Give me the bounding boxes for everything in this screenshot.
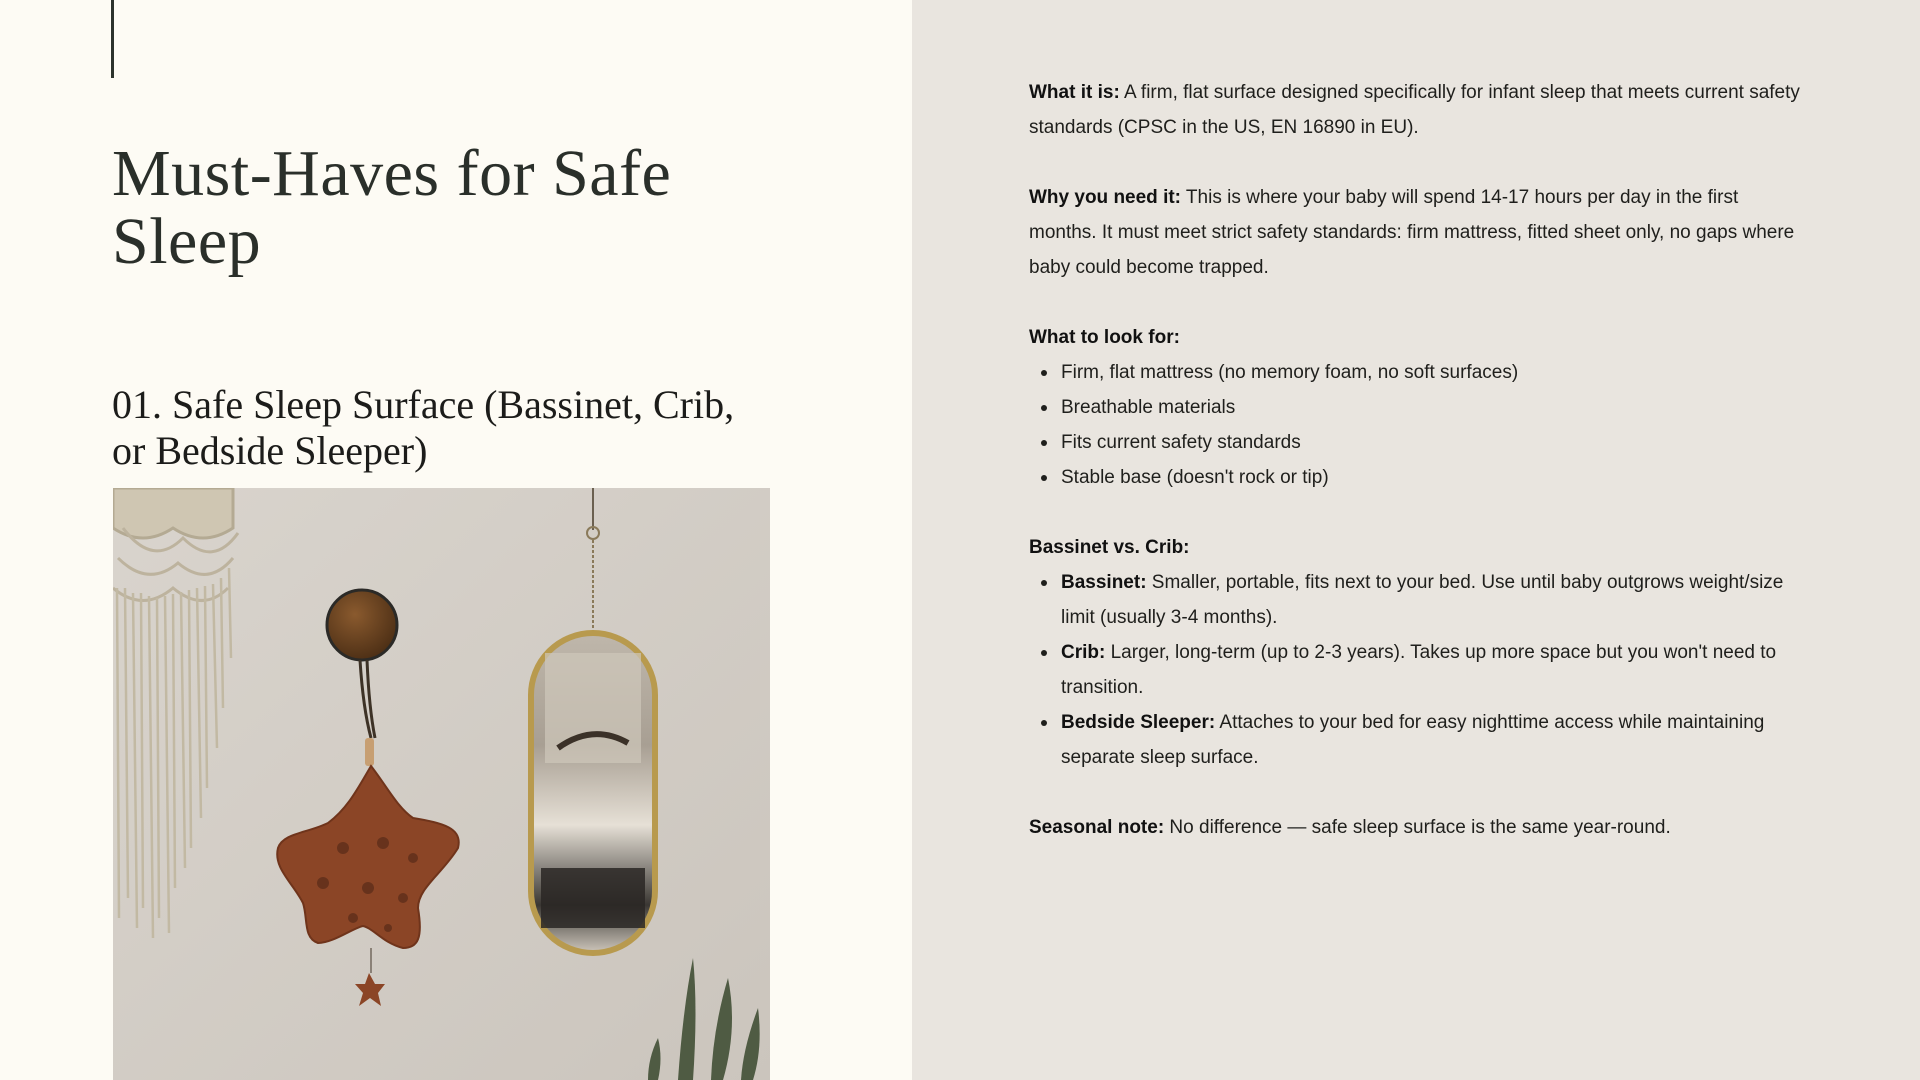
accent-bar bbox=[111, 0, 114, 78]
left-panel bbox=[0, 0, 912, 1080]
nursery-illustration bbox=[113, 488, 770, 1080]
bedside-sleeper-text: Attaches to your bed for easy nighttime access while maintaining separate sleep surface. bbox=[1061, 712, 1765, 768]
list-item: Firm, flat mattress (no memory foam, no soft surfaces) bbox=[1029, 355, 1809, 390]
look-for-heading: What to look for: bbox=[1029, 327, 1180, 348]
bassinet-label: Bassinet: bbox=[1061, 572, 1147, 593]
list-item: Stable base (doesn't rock or tip) bbox=[1029, 460, 1809, 495]
nursery-photo bbox=[113, 488, 770, 1080]
why-you-need-it-text: This is where your baby will spend 14-17 hours per day in the first months. It must meet strict safety standards: firm mattress, fitted sheet only, no gaps where baby could become trapped. bbox=[1029, 187, 1795, 278]
list-item: Fits current safety standards bbox=[1029, 425, 1809, 460]
seasonal-note-paragraph bbox=[1029, 810, 1809, 845]
content-column bbox=[1029, 75, 1809, 880]
list-item-crib bbox=[1029, 635, 1809, 705]
look-for-list bbox=[1029, 355, 1809, 495]
why-you-need-it-label: Why you need it: bbox=[1029, 187, 1181, 208]
what-it-is-label: What it is: bbox=[1029, 82, 1120, 103]
list-item-bedside-sleeper bbox=[1029, 705, 1809, 775]
list-item-bassinet bbox=[1029, 565, 1809, 635]
seasonal-note-text: No difference — safe sleep surface is the same year-round. bbox=[1164, 817, 1671, 838]
crib-label: Crib: bbox=[1061, 642, 1106, 663]
bedside-sleeper-label: Bedside Sleeper: bbox=[1061, 712, 1216, 733]
what-it-is-paragraph bbox=[1029, 75, 1809, 145]
section-heading: 01. Safe Sleep Surface (Bassinet, Crib, or Bedside Sleeper) bbox=[112, 382, 735, 473]
crib-text: Larger, long-term (up to 2-3 years). Takes up more space but you won't need to transition. bbox=[1061, 642, 1777, 698]
list-item: Breathable materials bbox=[1029, 390, 1809, 425]
comparison-list bbox=[1029, 565, 1809, 775]
comparison-heading: Bassinet vs. Crib: bbox=[1029, 537, 1190, 558]
bassinet-text: Smaller, portable, fits next to your bed. Use until baby outgrows weight/size limit (usually 3-4 months). bbox=[1061, 572, 1784, 628]
wooden-knob bbox=[327, 590, 397, 660]
page-title: Must-Haves for Safe Sleep bbox=[112, 137, 672, 278]
what-it-is-text: A firm, flat surface designed specifically for infant sleep that meets current safety standards (CPSC in the US, EN 16890 in EU). bbox=[1029, 82, 1800, 138]
seasonal-note-label: Seasonal note: bbox=[1029, 817, 1165, 838]
why-you-need-it-paragraph bbox=[1029, 180, 1809, 285]
